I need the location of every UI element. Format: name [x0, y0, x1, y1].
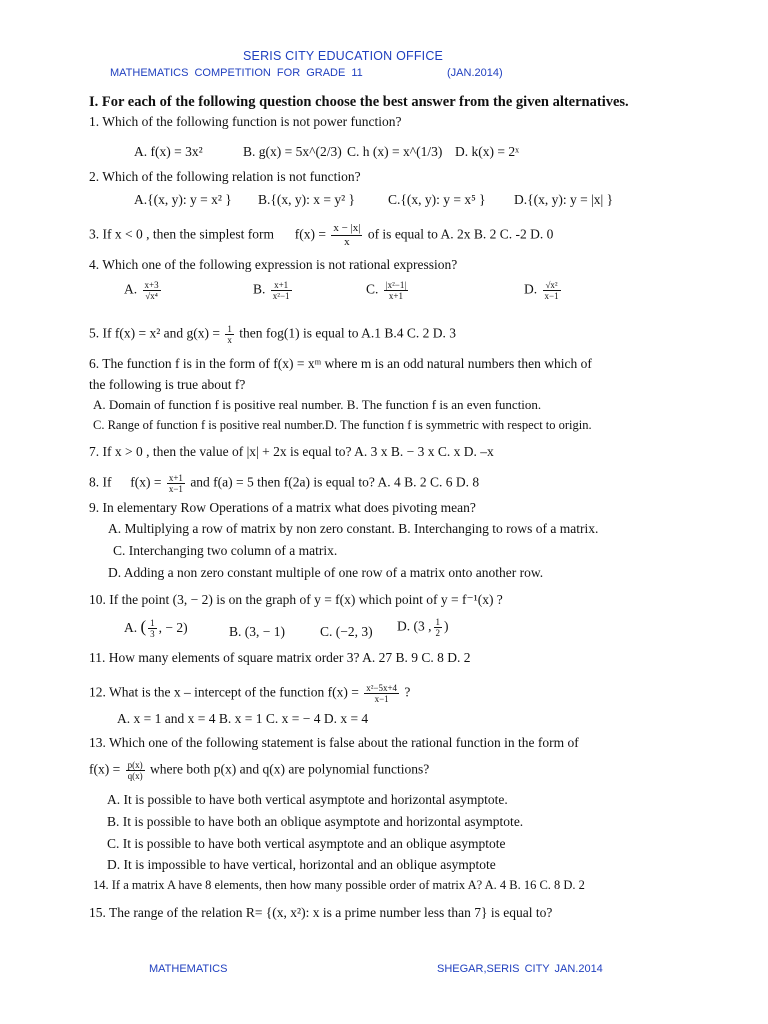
question-5 [89, 324, 456, 345]
q4-option-c [366, 280, 410, 301]
q5-g-num: 1 [227, 324, 232, 334]
q10-a-num: 1 [150, 618, 155, 629]
q10-d-num: 1 [435, 617, 440, 627]
q13-option-a: A. It is possible to have both vertical asymptote and horizontal asymptote. [107, 792, 508, 807]
question-11: 11. How many elements of square matrix order 3? A. 27 B. 9 C. 8 D. 2 [89, 650, 471, 665]
q2-option-c: C.{(x, y): y = x⁵ } [388, 192, 486, 207]
q9-option-d: D. Adding a non zero constant multiple of one row of a matrix onto another row. [108, 565, 544, 580]
q12-fx: f(x) = [327, 684, 359, 700]
q10-d-close: ) [444, 618, 449, 634]
question-12 [89, 683, 410, 704]
q4-b-num: x+1 [271, 280, 292, 291]
q4-c-den: x+1 [388, 291, 403, 301]
q5-stem: 5. If f(x) = x² and [89, 325, 184, 341]
instructions: I. For each of the following question choose the best answer from the given alternatives. [89, 94, 629, 110]
q8-fx: f(x) = [130, 474, 162, 490]
q4-a-label: A. [124, 281, 138, 297]
q6-options-cd: C. Range of function f is positive real number.D. The function f is symmetric with respect to origin. [93, 418, 592, 432]
q3-denominator: x [344, 236, 350, 248]
question-6: 6. The function f is in the form of f(x) = xᵐ where m is an odd natural numbers then which of [89, 356, 592, 371]
q13-option-d: D. It is impossible to have vertical, horizontal and an oblique asymptote [107, 857, 496, 872]
question-13: 13. Which one of the following statement is false about the rational function in the form of [89, 735, 579, 750]
q10-option-b: B. (3, − 1) [229, 624, 285, 639]
q4-option-a [124, 280, 163, 301]
competition-label: MATHEMATICS COMPETITION FOR GRADE 11 [110, 67, 363, 79]
q8-stem: 8. If [89, 474, 112, 490]
q2-option-b: B.{(x, y): x = y² } [258, 192, 355, 207]
competition-title [110, 67, 503, 79]
q10-d-label: D. [397, 618, 411, 634]
q3-options: of is equal to A. 2x B. 2 C. -2 D. 0 [367, 226, 554, 242]
q3-fx: f(x) = [294, 226, 326, 242]
office-title: SERIS CITY EDUCATION OFFICE [243, 49, 444, 63]
q4-c-label: C. [366, 281, 379, 297]
question-4: 4. Which one of the following expression is not rational expression? [89, 257, 458, 272]
q3-stem: 3. If x < 0 , then the simplest form [89, 226, 274, 242]
q9-option-c: C. Interchanging two column of a matrix. [113, 543, 338, 558]
question-3 [89, 222, 553, 249]
q9-options-ab: A. Multiplying a row of matrix by non zero constant. B. Interchanging to rows of a matrix. [108, 521, 599, 536]
q12-stem: 12. What is the x – intercept of the function [89, 684, 325, 700]
q13-option-b: B. It is possible to have both an oblique asymptote and horizontal asymptote. [107, 814, 524, 829]
exam-date: (JAN.2014) [447, 67, 503, 79]
q10-option-a [124, 617, 188, 639]
q4-option-d [524, 280, 563, 301]
question-1: 1. Which of the following function is not power function? [89, 114, 402, 129]
q4-d-num: √x² [543, 280, 561, 291]
q5-options: then fog(1) is equal to A.1 B.4 C. 2 D. 3 [239, 325, 456, 341]
q13-num: p(x) [127, 760, 143, 770]
question-9: 9. In elementary Row Operations of a matrix what does pivoting mean? [89, 500, 476, 515]
question-6-cont: the following is true about f? [89, 377, 246, 392]
q1-option-d: D. k(x) = 2ˣ [455, 144, 520, 159]
question-15: 15. The range of the relation R= {(x, x²): x is a prime number less than 7} is equal to? [89, 905, 553, 920]
q10-a-label: A. [124, 620, 138, 635]
q10-d-open: (3 , [413, 618, 432, 634]
question-7: 7. If x > 0 , then the value of |x| + 2x is equal to? A. 3 x B. − 3 x C. x D. –x [89, 444, 494, 459]
footer-location: SHEGAR,SERIS CITY JAN.2014 [437, 963, 603, 975]
q12-options: A. x = 1 and x = 4 B. x = 1 C. x = − 4 D. x = 4 [117, 711, 369, 726]
q10-a-open: ( [140, 617, 147, 636]
q13-fx: f(x) = [89, 761, 121, 777]
q12-qmark: ? [404, 684, 411, 700]
q1-option-a: A. f(x) = 3x² [134, 144, 203, 159]
q4-option-b [253, 280, 294, 301]
question-8 [89, 473, 479, 494]
q5-g-den: x [227, 335, 232, 345]
q3-numerator: x − |x| [333, 222, 361, 234]
q8-den: x−1 [168, 484, 183, 494]
q6-options-ab: A. Domain of function f is positive real number. B. The function f is an even function. [93, 397, 542, 412]
q13-option-c: C. It is possible to have both vertical asymptote and an oblique asymptote [107, 836, 506, 851]
q8-options: and f(a) = 5 then f(2a) is equal to? A. 4 B. 2 C. 6 D. 8 [190, 474, 480, 490]
q13-den: q(x) [127, 771, 143, 781]
q10-option-c: C. (−2, 3) [320, 624, 373, 639]
q2-option-d: D.{(x, y): y = |x| } [514, 192, 614, 207]
q1-option-b: B. g(x) = 5x^(2/3) [243, 144, 342, 159]
q8-num: x+1 [168, 473, 183, 483]
question-13-cont [89, 760, 429, 781]
q4-d-label: D. [524, 281, 538, 297]
q4-b-den: x²−1 [272, 291, 290, 301]
q12-den: x−1 [374, 694, 389, 704]
q4-a-num: x+3 [144, 280, 159, 290]
q4-c-num: |x²−1| [385, 280, 407, 290]
q1-option-c: C. h (x) = x^(1/3) [347, 144, 443, 159]
q4-b-label: B. [253, 281, 266, 297]
footer-subject: MATHEMATICS [149, 963, 228, 975]
q10-d-den: 2 [435, 628, 440, 638]
q10-a-rest: , − 2) [158, 620, 188, 635]
q4-d-den: x−1 [544, 291, 559, 301]
question-2: 2. Which of the following relation is not function? [89, 169, 361, 184]
q10-option-d [397, 617, 449, 638]
q2-option-a: A.{(x, y): y = x² } [134, 192, 232, 207]
q5-g: g(x) = [186, 325, 220, 341]
question-14: 14. If a matrix A have 8 elements, then how many possible order of matrix A? A. 4 B. 16 C. 8 D. 2 [93, 878, 585, 892]
q10-a-den: 3 [150, 629, 155, 640]
q4-a-den: √x⁴ [145, 291, 158, 301]
question-10: 10. If the point (3, − 2) is on the graph of y = f(x) which point of y = f⁻¹(x) ? [89, 592, 503, 607]
q13-stem-end: where both p(x) and q(x) are polynomial functions? [149, 761, 430, 777]
q12-num: x²−5x+4 [366, 683, 398, 693]
